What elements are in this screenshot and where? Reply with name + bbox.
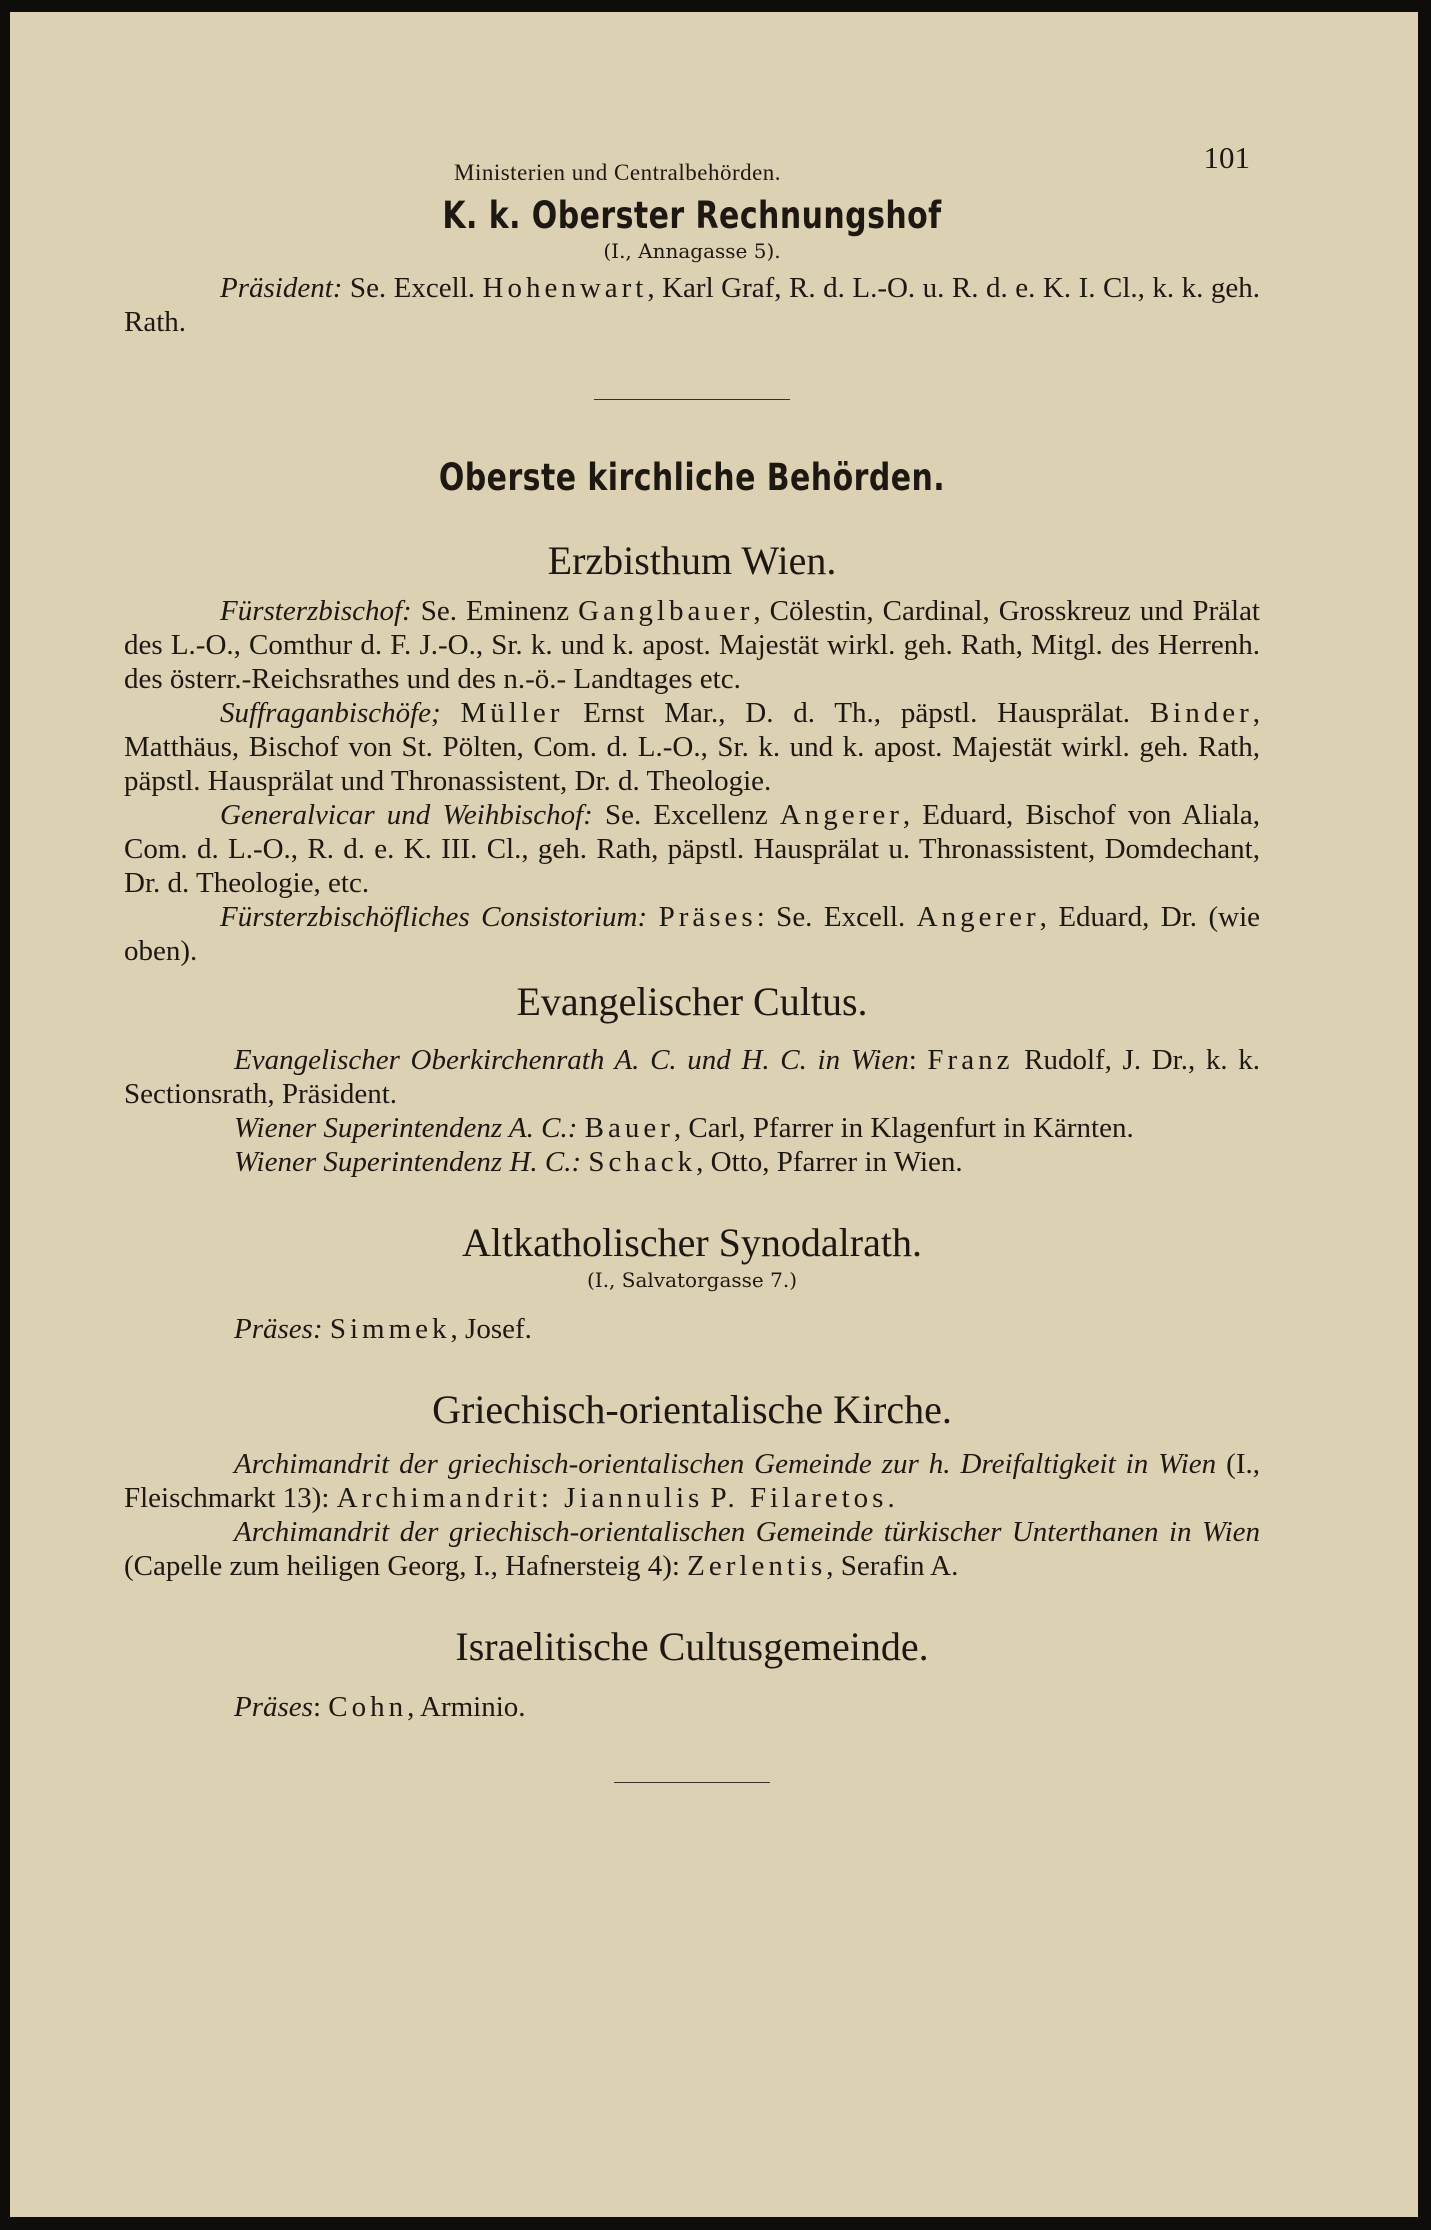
entry-praesident: Präsident: Se. Excell. Hohenwart, Karl Graf, R. d. L.-O. u. R. d. e. K. I. Cl., k. k. geh. Rath. (124, 272, 1260, 338)
role-label: Generalvicar und Weihbischof: (220, 799, 593, 831)
role-label: Evangelischer Oberkirchenrath A. C. und H. C. in Wien (234, 1044, 909, 1076)
role-label: Wiener Superintendenz A. C.: (234, 1112, 578, 1144)
heading-israelitisch: Israelitische Cultusgemeinde. (455, 1624, 929, 1669)
person-name: Hohenwart (482, 272, 648, 304)
address-altkatholisch: (I., Salvatorgasse 7.) (587, 1268, 797, 1292)
role-label: Fürsterzbischof: (220, 595, 412, 627)
entry-archimandrit-dreifaltigkeit: Archimandrit der griechisch-orientalischen Gemeinde zur h. Dreifaltigkeit in Wien (I., Fleischmarkt 13): Archimandrit: Jiannulis P. Filaretos. (124, 1448, 1260, 1514)
heading-altkatholisch: Altkatholischer Synodalrath. (462, 1220, 922, 1265)
page (10, 12, 1418, 2217)
entry-superintendenz-ac: Wiener Superintendenz A. C.: Bauer, Carl, Pfarrer in Klagenfurt in Kärnten. (234, 1112, 1134, 1144)
person-name: Angerer (916, 901, 1040, 933)
entry-fuersterzbischof: Fürsterzbischof: Se. Eminenz Ganglbauer, Cölestin, Cardinal, Grosskreuz und Prälat des L.-O., Comthur d. F. J.-O., Sr. k. und k. apost. Majestät wirkl. geh. Rath, Mitgl. des Herrenh. des österr.-Reichsrathes und des n.-ö.- Landtages etc. (124, 595, 1260, 695)
entry-archimandrit-tuerkisch: Archimandrit der griechisch-orientalischen Gemeinde türkischer Unterthanen in Wien (Capelle zum heiligen Georg, I., Hafnersteig 4): Zerlentis, Serafin A. (124, 1516, 1260, 1582)
person-name: Cohn (328, 1691, 408, 1723)
person-name: P. Filaretos (710, 1482, 888, 1514)
person-name: Müller (460, 697, 564, 729)
entry-suffraganbischoefe: Suffraganbischöfe; Müller Ernst Mar., D. d. Th., päpstl. Hausprälat. Binder, Matthäus, Bischof von St. Pölten, Com. d. L.-O., Sr. k. und k. apost. Majestät wirkl. geh. Rath, päpstl. Hausprälat und Thronassistent, Dr. d. Theologie. (124, 697, 1261, 797)
entry-altkatholisch-praeses: Präses: Simmek, Josef. (234, 1313, 532, 1345)
role-label: Präsident: (220, 272, 343, 304)
role-label: Archimandrit der griechisch-orientalischen Gemeinde türkischer Unterthanen in Wien (234, 1516, 1260, 1548)
heading-erzbisthum: Erzbisthum Wien. (547, 538, 837, 583)
entry-israelitisch-praeses: Präses: Cohn, Arminio. (234, 1691, 526, 1723)
person-name: Simmek (329, 1313, 451, 1345)
heading-rechnungshof: K. k. Oberster Rechnungshof (442, 194, 942, 237)
person-name: Franz (927, 1044, 1014, 1076)
role-label: Fürsterzbischöfliches Consistorium: (220, 901, 648, 933)
entry-superintendenz-hc: Wiener Superintendenz H. C.: Schack, Otto, Pfarrer in Wien. (234, 1146, 963, 1178)
person-name: Binder (1149, 697, 1253, 729)
entry-generalvicar: Generalvicar und Weihbischof: Se. Excellenz Angerer, Eduard, Bischof von Aliala, Com. d. L.-O., R. d. e. K. III. Cl., geh. Rath, päpstl. Hausprälat u. Thronassistent, Domdechant, Dr. d. Theologie, etc. (124, 799, 1260, 899)
address-rechnungshof: (I., Annagasse 5). (603, 239, 781, 263)
person-name: Zerlentis (687, 1550, 827, 1582)
person-name: Schack (588, 1146, 697, 1178)
section-divider (614, 1782, 770, 1783)
page-content (124, 140, 1260, 1783)
role-label: Suffraganbischöfe; (220, 697, 441, 729)
role-label: Wiener Superintendenz H. C.: (234, 1146, 582, 1178)
section-divider (594, 399, 790, 400)
entry-consistorium: Fürsterzbischöfliches Consistorium: Präses: Se. Excell. Angerer, Eduard, Dr. (wie oben). (124, 901, 1261, 967)
person-name: Angerer (779, 799, 903, 831)
role-label: Präses (234, 1691, 313, 1723)
running-title: Ministerien und Centralbehörden. (454, 160, 782, 185)
heading-griechisch-orientalisch: Griechisch-orientalische Kirche. (432, 1387, 952, 1432)
person-name: Bauer (584, 1112, 674, 1144)
heading-kirchliche-behoerden: Oberste kirchliche Behörden. (438, 456, 946, 499)
role-label: Archimandrit der griechisch-orientalischen Gemeinde zur h. Dreifaltigkeit in Wien (234, 1448, 1217, 1480)
person-name: Ganglbauer (578, 595, 754, 627)
role-label: Präses: (234, 1313, 323, 1345)
entry-oberkirchenrath: Evangelischer Oberkirchenrath A. C. und H. C. in Wien: Franz Rudolf, J. Dr., k. k. Sectionsrath, Präsident. (124, 1044, 1261, 1110)
heading-evangelischer-cultus: Evangelischer Cultus. (516, 979, 868, 1024)
page-number: 101 (1203, 140, 1250, 175)
running-head (124, 140, 1260, 194)
